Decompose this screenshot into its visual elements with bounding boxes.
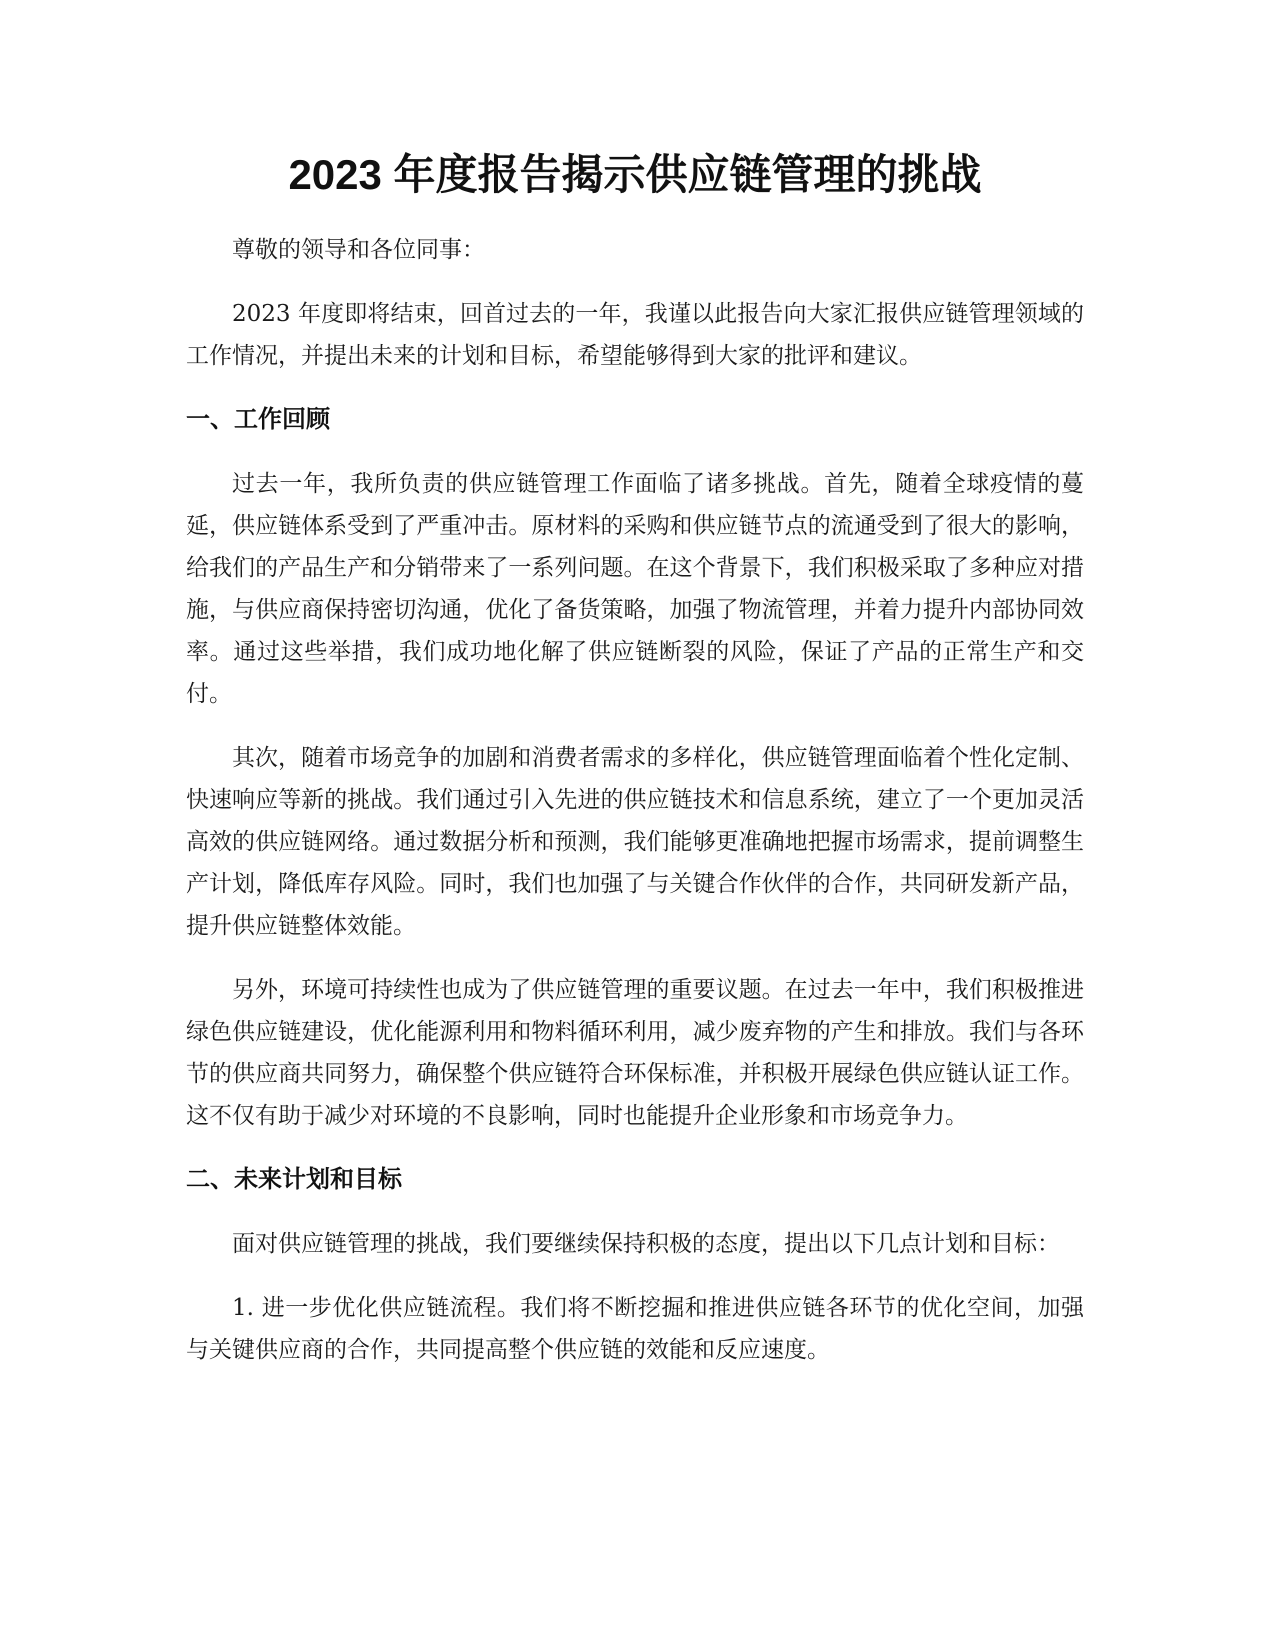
document-title: 2023 年度报告揭示供应链管理的挑战 xyxy=(288,151,982,198)
body-paragraph: 其次，随着市场竞争的加剧和消费者需求的多样化，供应链管理面临着个性化定制、快速响应等新的挑战。我们通过引入先进的供应链技术和信息系统，建立了一个更加灵活高效的供应链网络。通过数据分析和预测，我们能够更准确地把握市场需求，提前调整生产计划，降低库存风险。同时，我们也加强了与关键合作伙伴的合作，共同研发新产品，提升供应链整体效能。 xyxy=(186,745,1084,939)
body-paragraph: 另外，环境可持续性也成为了供应链管理的重要议题。在过去一年中，我们积极推进绿色供应链建设，优化能源利用和物料循环利用，减少废弃物的产生和排放。我们与各环节的供应商共同努力，确保整个供应链符合环保标准，并积极开展绿色供应链认证工作。这不仅有助于减少对环境的不良影响，同时也能提升企业形象和市场竞争力。 xyxy=(186,977,1084,1129)
intro-paragraph: 2023 年度即将结束，回首过去的一年，我谨以此报告向大家汇报供应链管理领域的工作情况，并提出未来的计划和目标，希望能够得到大家的批评和建议。 xyxy=(186,301,1084,369)
greeting-paragraph: 尊敬的领导和各位同事： xyxy=(232,237,485,263)
body-paragraph: 面对供应链管理的挑战，我们要继续保持积极的态度，提出以下几点计划和目标： xyxy=(232,1231,1060,1257)
section-heading-work-review: 一、工作回顾 xyxy=(186,406,330,433)
numbered-paragraph: 1. 进一步优化供应链流程。我们将不断挖掘和推进供应链各环节的优化空间，加强与关键供应商的合作，共同提高整个供应链的效能和反应速度。 xyxy=(186,1295,1084,1363)
document-page xyxy=(186,145,1084,1371)
body-paragraph: 过去一年，我所负责的供应链管理工作面临了诸多挑战。首先，随着全球疫情的蔓延，供应链体系受到了严重冲击。原材料的采购和供应链节点的流通受到了很大的影响，给我们的产品生产和分销带来了一系列问题。在这个背景下，我们积极采取了多种应对措施，与供应商保持密切沟通，优化了备货策略，加强了物流管理，并着力提升内部协同效率。通过这些举措，我们成功地化解了供应链断裂的风险，保证了产品的正常生产和交付。 xyxy=(186,471,1084,707)
section-heading-future-plans: 二、未来计划和目标 xyxy=(186,1166,402,1193)
